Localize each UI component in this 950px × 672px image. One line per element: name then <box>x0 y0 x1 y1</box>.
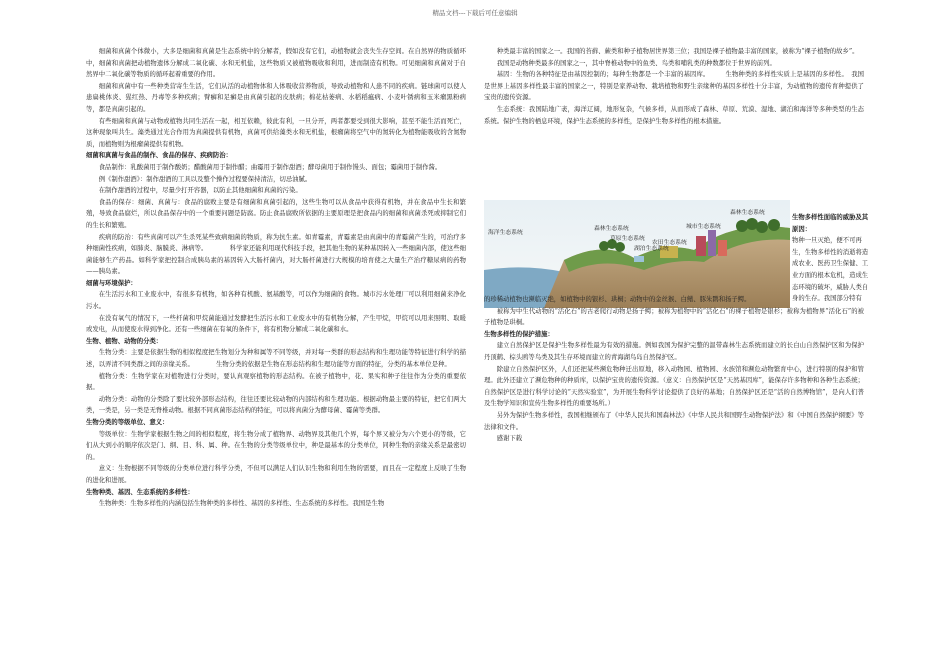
paragraph: 等级单位：生物学家根据生物之间的相似程度，将生物分成了植物界、动物界及其他几个界，每个界又被分为六个更小的等级，它们从大到小的顺序依次是门、纲、目、科、属、种。在生物的分类等级单位中，种是最基本的分类单位，同种生物的亲缘关系是最密切的。 <box>86 430 466 461</box>
paragraph: 意义：生物根据不同等级的分类单位进行科学分类，不但可以满足人们认识生物和利用生物的需要，而且在一定程度上反映了生物的进化和进展。 <box>86 465 466 484</box>
label-grassland: 草原生态系统 <box>610 236 645 242</box>
section-heading: 细菌和真菌与食品的制作、食品的保存、疾病防治： <box>86 152 232 160</box>
paragraph: 基因：生物的各种特征是由基因控制的；每种生物都是一个丰富的基因库。 生物种类的多样性实质上是基因的多样性。 我国是世界上基因多样性最丰富的国家之一，特别是家养动物、栽培植物和野生亲缘种的基因多样性十分丰富，为动植物的遗传育种提供了宝贵的遗传资源。 <box>484 71 864 102</box>
threat-sidebar <box>792 212 872 305</box>
paragraph: 疾病的防治：有些真菌可以产生杀死某些致病细菌的物质，称为抗生素。如青霉素，青霉素是由真菌中的青霉菌产生的，可治疗多种细菌性疾病，如肺炎、脑膜炎、淋病等。 科学家还能利用现代科技手段，把其他生物的某种基因转入一些细菌内部，使这些细菌能够生产药品。如科学家把控制合成胰岛素的基因转入大肠杆菌内，对大肠杆菌进行大规模的培育使之大量生产治疗糖尿病的药物——胰岛素。 <box>86 233 466 276</box>
paragraph: 在生活污水和工业废水中，有很多有机物，如各种有机酸、氨基酸等，可以作为细菌的食物。城市污水处理厂可以利用细菌来净化污水。 <box>86 291 466 311</box>
section-heading: 生物、植物、动物的分类： <box>86 337 163 345</box>
paragraph: 生物种类：生物多样性的内涵包括生物种类的多样性、基因的多样性、生态系统的多样性。我国是生物 <box>98 500 385 508</box>
paragraph: 食品的保存：细菌、真菌与：食品的腐败主要是有细菌和真菌引起的，这些生物可以从食品中获得有机物，并在食品中生长和繁殖，导致食品腐烂，所以食品保存中的一个重要问题是防腐。防止食品腐败所依据的主要原理是把食品内的细菌和真菌杀死或抑制它们的生长和繁殖。 <box>86 198 466 229</box>
section-heading: 生物多样性的保护措施： <box>484 330 554 338</box>
paragraph: 细菌和真菌中有一些种类营寄生生活，它们从活的动植物体和人体吸收营养物质，导致动植物和人患不同的疾病。链球菌可以使人患扁桃体炎、猩红热、丹毒等多种疾病；臂癣和足癣是由真菌引起的皮肤病；棉花枯萎病、水稻稻瘟病、小麦叶锈病和玉米瘤黑粉病等，都是真菌引起的。 <box>86 82 466 113</box>
page-header: 精品文档---下载后可任意编辑 <box>432 9 518 17</box>
paragraph: 生态系统：我国陆地广袤，海洋辽阔，地形复杂，气候多样，从而形成了森林、草原、荒漠、湿地、湖泊和海洋等多种类型的生态系统。保护生物的栖息环境，保护生态系统的多样性，是保护生物多样性的根本措施。 <box>484 105 864 125</box>
ecosystem-illustration <box>484 200 790 308</box>
label-lake: 湖泊生态系统 <box>634 246 669 252</box>
left-column <box>86 46 466 626</box>
threat-text: 物种一旦灭绝，便不可再生，生物多样性的消逝将造成农业、医药卫生保健、工业方面的根本危机，造成生态环境的破坏，威胁人类自身的生存。我国部分特有 <box>792 237 869 303</box>
paragraph: 在没有氧气的情况下，一些杆菌和甲烷菌能通过发酵把生活污水和工业废水中的有机物分解，产生甲烷，甲烷可以用来照明、取暖或发电，从而使废水得到净化。还有一些细菌在有氧的条件下，将有机物分解成二氧化碳和水。 <box>86 314 466 334</box>
paragraph: 植物分类：生物学家在对植物进行分类时，要认真观察植物的形态结构。在被子植物中，花、果实和种子往往作为分类的重要依据。 <box>86 372 466 392</box>
paragraph: 细菌和真菌个体微小，大多是细菌和真菌是生态系统中的分解者，假如没有它们，动植物就会丧失生存空间。在自然界的物质循环中，细菌和真菌把动植物遗体分解成二氧化碳、水和无机盐，这些物质又被植物吸收和利用，进而制造有机物。可见细菌和真菌对于自然界中二氧化碳等物质的循环起着重要的作用。 <box>86 48 466 79</box>
paragraph: 感谢下载 <box>496 435 523 443</box>
label-forest: 森林生态系统 <box>594 226 629 232</box>
paragraph: 在制作甜酒的过程中，尽量少打开容器，以防止其他细菌和真菌的污染。 <box>98 187 302 195</box>
paragraph: 我国是动物种类最多的国家之一，其中脊椎动物中的鱼类、鸟类和哺乳类的种数都位于世界的前列。 <box>496 59 776 67</box>
label-farmland: 农田生态系统 <box>652 240 687 246</box>
right-column-bottom <box>484 294 864 445</box>
paragraph: 另外为保护生物多样性，我国相继颁布了《中华人民共和国森林法》《中华人民共和国野生动物保护法》和《中国自然保护纲要》等法律和文件。 <box>484 411 864 431</box>
paragraph: 建立自然保护区是保护生物多样性最为有效的措施。例如我国为保护完整的温带森林生态系统而建立的长白山自然保护区和为保护丹顶鹤、棕头鸥等鸟类及其生存环境而建立的青海湖鸟岛自然保护区。 <box>484 342 864 361</box>
threat-heading: 生物多样性面临的威胁及其原因： <box>792 214 869 233</box>
paragraph: 有些细菌和真菌与动物或植物共同生活在一起，相互依赖，彼此有利，一旦分开，两者都要受到很大影响，甚至不能生活而死亡，这种现象叫共生。藻类通过光合作用为真菌提供有机物，真菌可供给藻类水和无机盐，根瘤菌将空气中的氮转化为植物能吸收的含氮物质，而植物则为根瘤菌提供有机物。 <box>86 117 466 148</box>
paragraph: 食品制作：乳酸菌用于制作酸奶；醋酸菌用于制作醋；曲霉用于制作甜酒；酵母菌用于制作馒头、面包；霉菌用于制作酱。 <box>98 163 442 171</box>
label-ocean: 海洋生态系统 <box>488 230 523 236</box>
label-forest-2: 森林生态系统 <box>730 210 765 216</box>
paragraph: 被称为中生代动物的“活化石”的古老爬行动物是扬子鳄；被称为植物中的“活化石”的裸子植物是银杉；被称为植物界“活化石”的被子植物是珙桐。 <box>484 307 864 327</box>
section-heading: 生物种类、基因、生态系统的多样性： <box>86 488 194 496</box>
section-heading: 生物分类的等级单位、意义： <box>86 419 169 426</box>
paragraph: 动物分类：动物的分类除了要比较外部形态结构，往往还要比较动物的内部结构和生理功能。根据动物最主要的特征，把它们两大类，一类是，另一类是无脊椎动物。根据不同真菌形态结构的特征，可以将真菌分为酵母菌、霉菌等类群。 <box>86 395 466 415</box>
lake <box>634 256 644 262</box>
paragraph: 种类最丰富的国家之一。我国的苔藓、蕨类和种子植物居世界第三位；我国是裸子植物最丰富的国家，被称为“裸子植物的故乡”。 <box>496 48 859 55</box>
section-heading: 细菌与环境保护： <box>86 279 137 287</box>
paragraph: 的珍稀动植物也濒临灭绝，如植物中的银杉、珙桐；动物中的金丝猴、白鳍、豚朱鹮和扬子鳄。 <box>484 296 751 303</box>
label-city: 城市生态系统 <box>686 224 721 230</box>
paragraph: 生物分类：主要是依据生物的相似程度把生物划分为种和属等不同等级，并对每一类群的形态结构和生理功能等特征进行科学的描述，以弄清不同类群之间的亲缘关系。 生物分类的依据是生物在形态结构和生理功能等方面的特征，分类的基本单位是种。 <box>86 349 466 369</box>
paragraph: 除建立自然保护区外，人们还把某些濒危物种迁出原地，移入动物园、植物园、水族馆和濒危动物繁育中心，进行特别的保护和管理。此外还建立了濒危物种的种质库，以保护宝贵的遗传资源。（意义：自然保护区是“天然基因库”，能保存许多物种和各种生态系统；自然保护区是进行科学讨论的“天然实验室”，为开展生物科学讨论提供了良好的基地；自然保护区还是“活的自然博物馆”，是向人们普及生物学知识和宣传生物多样性的重要场所。） <box>484 365 864 408</box>
paragraph: 例《制作甜酒》：制作甜酒的工具以及整个操作过程要保持清洁，切忌油腻。 <box>98 175 312 183</box>
